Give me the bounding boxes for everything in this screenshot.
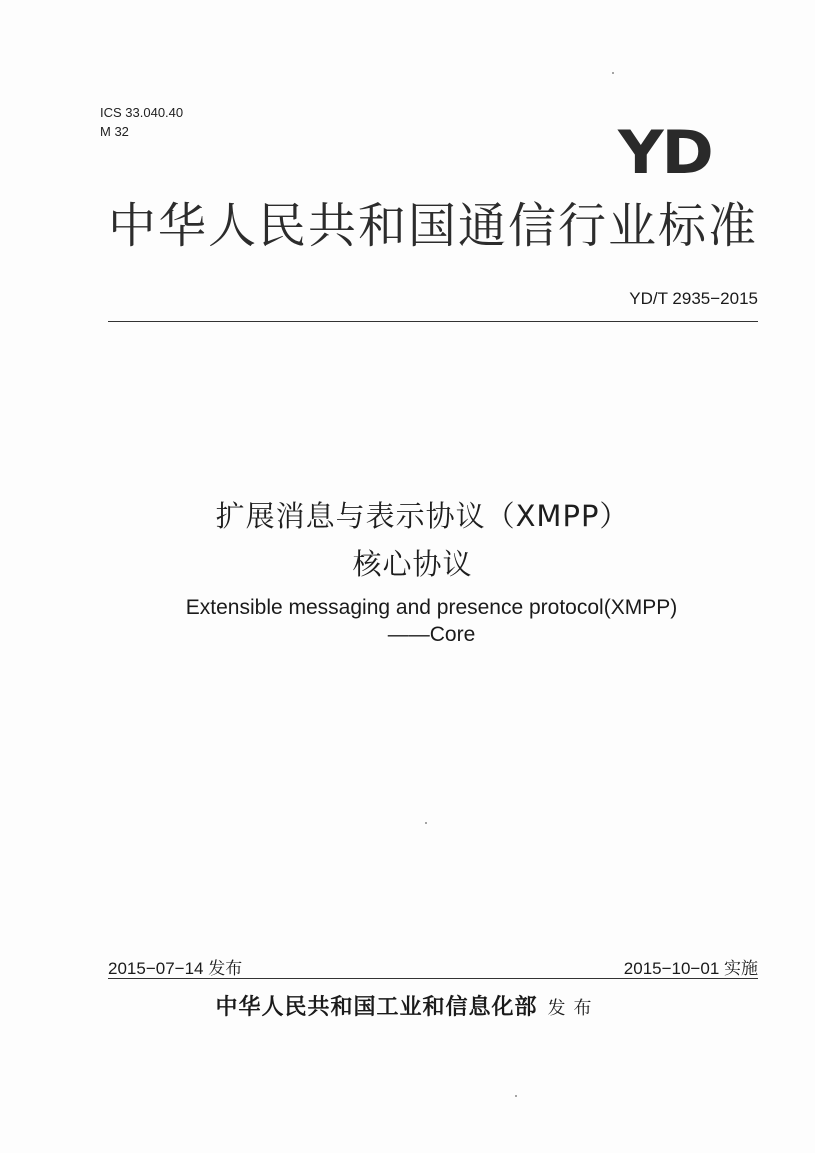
scan-speck: [515, 1095, 517, 1097]
bottom-divider: [108, 978, 758, 979]
publish-date: 2015−07−14 发布: [108, 959, 243, 978]
standard-type-title: 中华人民共和国通信行业标准: [108, 198, 759, 254]
implement-date: 2015−10−01 实施: [623, 959, 758, 978]
document-title-en-line2: ——Core: [387, 623, 476, 646]
ics-code: ICS 33.040.40: [100, 105, 184, 120]
issuer-name: 中华人民共和国工业和信息化部: [215, 994, 538, 1020]
issuer-action: 发布: [547, 998, 600, 1019]
document-title-en-line1: Extensible messaging and presence protocol(XMPP): [185, 596, 678, 619]
category-code: M 32: [100, 124, 129, 139]
top-divider: [108, 321, 758, 322]
document-title-zh-line2: 核心协议: [352, 547, 473, 581]
scan-speck: [612, 72, 614, 74]
yd-logo: YD: [618, 118, 712, 188]
document-title-zh-line1: 扩展消息与表示协议（XMPP）: [215, 499, 630, 533]
issuing-authority: [0, 990, 815, 1021]
standard-number: YD/T 2935−2015: [629, 289, 758, 308]
scan-speck: [425, 822, 427, 824]
classification-codes: [100, 103, 183, 141]
